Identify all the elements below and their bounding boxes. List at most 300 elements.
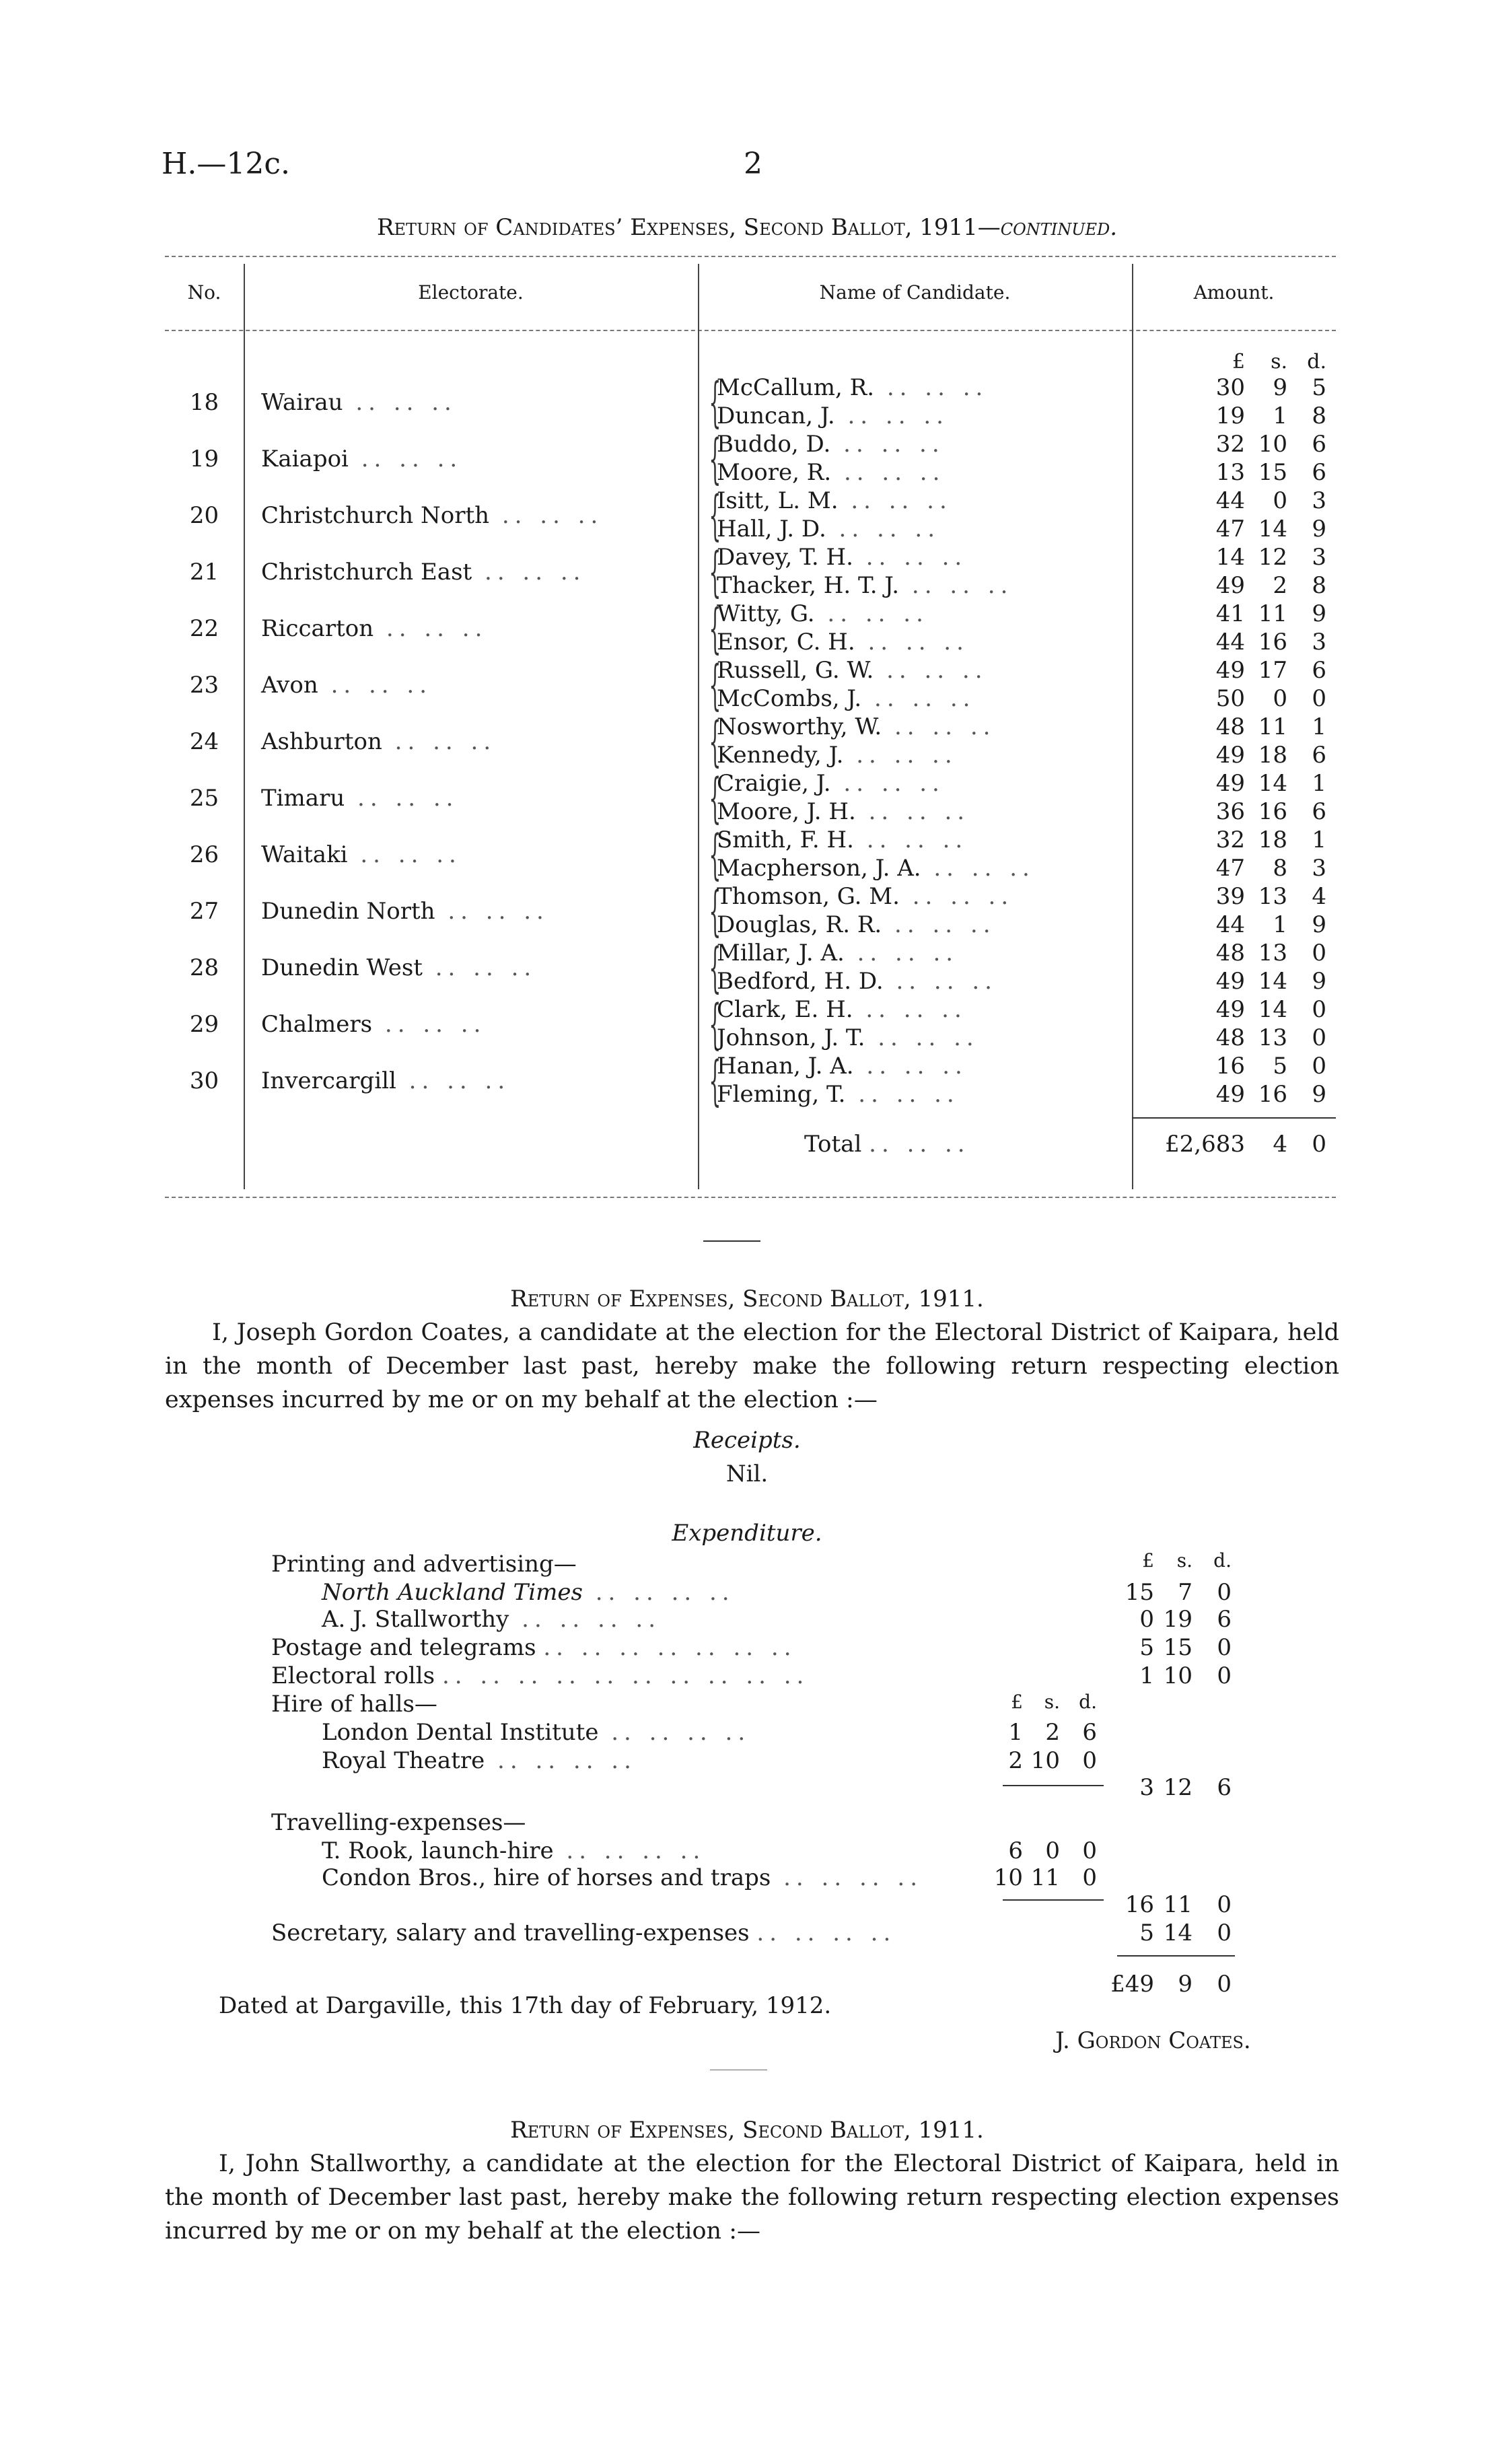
candidate-brace: { <box>709 710 721 773</box>
leader-dots: .. .. .. <box>814 600 929 627</box>
amount-shillings: 15 <box>1258 459 1287 486</box>
amount-shillings: 16 <box>1258 1081 1287 1108</box>
expense-shillings: 11 <box>1030 1864 1060 1891</box>
amount-pence: 0 <box>1312 1024 1326 1051</box>
candidate-name: Moore, R. <box>717 459 832 486</box>
candidate-name: Davey, T. H. <box>717 544 853 571</box>
return2-declaration: I, John Stallworthy, a candidate at the election for the Electoral District of Kaipara, held in the month of December last past, hereby make the following return respecting election expenses incurred by me or on my behalf at the election :— <box>165 2150 1339 2245</box>
receipts-value: Nil. <box>725 1460 769 1487</box>
expense-item <box>322 1579 735 1606</box>
column-divider-no <box>244 264 245 1189</box>
amount-shillings: 11 <box>1258 713 1287 740</box>
candidate-brace: { <box>709 880 721 942</box>
leader-dots: .. .. .. <box>882 911 996 938</box>
candidate-name: McCombs, J. <box>717 685 862 712</box>
leader-dots: .. .. .. <box>345 785 459 812</box>
amount-pounds: 32 <box>1215 826 1245 853</box>
candidate-name: Duncan, J. <box>717 402 835 429</box>
leader-dots: .. .. .. <box>830 431 945 458</box>
candidate-name: Johnson, J. T. <box>717 1024 865 1051</box>
leader-dots: .. .. .. <box>422 954 537 981</box>
leader-dots: .. .. .. <box>343 389 457 416</box>
amount-pounds: 49 <box>1215 572 1245 599</box>
leader-dots: .. .. .. <box>845 1081 960 1108</box>
postage-shillings: 15 <box>1163 1634 1193 1661</box>
travel-rule <box>1003 1899 1104 1901</box>
amount-pence: 1 <box>1312 770 1326 797</box>
electorate-name: Ashburton <box>261 728 382 755</box>
candidate-cell <box>717 968 997 995</box>
electorate-cell <box>261 502 603 529</box>
expense-pence: 0 <box>1082 1837 1097 1864</box>
expense-pounds: 10 <box>993 1864 1023 1891</box>
leader-dots: .. .. .. <box>844 940 959 966</box>
candidate-cell <box>717 629 969 656</box>
amount-shillings: 0 <box>1273 685 1287 712</box>
row-number: 26 <box>189 841 219 868</box>
leader-dots: .. .. .. <box>489 502 604 529</box>
amount-shillings: 17 <box>1258 657 1287 684</box>
expense-item-name: London Dental Institute <box>322 1719 599 1746</box>
expense-item <box>322 1837 705 1864</box>
electorate-cell <box>261 672 432 699</box>
halls-subtotal-shillings: 12 <box>1163 1774 1193 1801</box>
amount-pence: 8 <box>1312 572 1326 599</box>
amount-shillings: 8 <box>1273 855 1287 882</box>
row-number: 23 <box>189 672 219 699</box>
amount-shillings: 10 <box>1258 431 1287 458</box>
amount-pence: 6 <box>1312 742 1326 769</box>
candidate-brace: { <box>709 936 721 999</box>
table-title-continued: continued. <box>1000 214 1118 241</box>
candidate-name: Nosworthy, W. <box>717 713 882 740</box>
candidate-name: Witty, G. <box>717 600 815 627</box>
amount-pounds: 49 <box>1215 742 1245 769</box>
expense-pence: 0 <box>1217 1579 1232 1606</box>
candidate-brace: { <box>709 654 721 716</box>
exp-unit-pounds: £ <box>1142 1549 1154 1572</box>
amount-shillings: 14 <box>1258 516 1287 542</box>
grand-total-shillings: 9 <box>1178 1971 1193 1998</box>
amount-pence: 0 <box>1312 996 1326 1023</box>
amount-pence: 1 <box>1312 826 1326 853</box>
candidate-cell <box>717 600 929 627</box>
amount-pence: 0 <box>1312 1053 1326 1080</box>
rolls-pounds: 1 <box>1139 1662 1154 1689</box>
total-label: Total <box>804 1131 862 1158</box>
electorate-cell <box>261 841 462 868</box>
electorate-cell <box>261 898 549 925</box>
grand-total-pounds: £49 <box>1110 1971 1154 1998</box>
amount-shillings: 5 <box>1273 1053 1287 1080</box>
candidate-brace: { <box>709 597 721 660</box>
leader-dots: .. .. .. <box>874 374 989 401</box>
candidate-name: Craigie, J. <box>717 770 831 797</box>
expense-item-name: Royal Theatre <box>322 1747 485 1774</box>
candidate-brace: { <box>709 767 721 829</box>
unit-pounds: £ <box>1232 350 1245 374</box>
amount-pence: 9 <box>1312 516 1326 542</box>
table-top-rule <box>165 256 1336 257</box>
candidate-cell <box>717 657 988 684</box>
leader-dots: .. .. .. .. <box>598 1719 751 1746</box>
column-divider-candidate <box>1132 264 1133 1189</box>
leader-dots: .. .. .. <box>855 798 970 825</box>
halls-unit-pence: d. <box>1079 1691 1097 1713</box>
electorate-cell <box>261 785 459 812</box>
leader-dots: .. .. .. <box>861 685 976 712</box>
candidate-name: Thacker, H. T. J. <box>717 572 900 599</box>
leader-dots: .. .. .. .. <box>485 1747 637 1774</box>
amount-pounds: 48 <box>1215 940 1245 966</box>
amount-pence: 0 <box>1312 685 1326 712</box>
amount-pence: 8 <box>1312 402 1326 429</box>
secretary-pounds: 5 <box>1139 1920 1154 1946</box>
unit-shillings: s. <box>1271 350 1287 374</box>
electorate-cell <box>261 954 536 981</box>
amount-pounds: 41 <box>1215 600 1245 627</box>
candidate-brace: { <box>709 484 721 547</box>
secretary-pence: 0 <box>1217 1920 1232 1946</box>
amount-pence: 0 <box>1312 940 1326 966</box>
candidate-name: Thomson, G. M. <box>717 883 900 910</box>
row-number: 18 <box>189 389 219 416</box>
amount-pence: 1 <box>1312 713 1326 740</box>
amount-pounds: 44 <box>1215 629 1245 656</box>
amount-shillings: 18 <box>1258 742 1287 769</box>
amount-pence: 6 <box>1312 431 1326 458</box>
return1-title: Return of Expenses, Second Ballot, 1911. <box>510 1286 984 1312</box>
electorate-name: Waitaki <box>261 841 348 868</box>
amount-pence: 9 <box>1312 911 1326 938</box>
candidate-name: Ensor, C. H. <box>717 629 855 656</box>
halls-unit-pounds: £ <box>1011 1691 1023 1713</box>
amount-pounds: 36 <box>1215 798 1245 825</box>
electorate-name: Christchurch North <box>261 502 490 529</box>
leader-dots: .. .. .. <box>899 572 1013 599</box>
leader-dots: .. .. .. <box>899 883 1014 910</box>
expense-item <box>322 1606 661 1633</box>
travel-label: Travelling-expenses— <box>271 1809 526 1836</box>
amount-pence: 6 <box>1312 459 1326 486</box>
row-number: 24 <box>189 728 219 755</box>
candidate-cell <box>717 402 949 429</box>
candidate-cell <box>717 572 1013 599</box>
expense-pence: 0 <box>1082 1864 1097 1891</box>
electorate-name: Christchurch East <box>261 559 472 586</box>
expense-item-name: A. J. Stallworthy <box>322 1606 509 1633</box>
amount-pounds: 14 <box>1215 544 1245 571</box>
electorate-cell <box>261 559 585 586</box>
expense-item <box>322 1864 923 1891</box>
candidate-cell <box>717 911 996 938</box>
secretary-row: Secretary, salary and travelling-expenses .. .. .. .. <box>271 1920 896 1946</box>
return2-title: Return of Expenses, Second Ballot, 1911. <box>510 2117 984 2144</box>
amount-pence: 3 <box>1312 855 1326 882</box>
table-header-rule <box>165 330 1336 331</box>
column-divider-electorate <box>698 264 699 1189</box>
candidate-name: Hall, J. D. <box>717 516 826 542</box>
candidate-cell <box>717 798 970 825</box>
candidate-cell <box>717 487 952 514</box>
candidate-name: Millar, J. A. <box>717 940 845 966</box>
electorate-cell <box>261 1067 510 1094</box>
postage-pence: 0 <box>1217 1634 1232 1661</box>
unit-pence: d. <box>1307 350 1326 374</box>
candidate-cell <box>717 826 968 853</box>
leader-dots: .. .. .. <box>348 446 463 472</box>
halls-subtotal-pounds: 3 <box>1139 1774 1154 1801</box>
amount-pence: 9 <box>1312 1081 1326 1108</box>
row-number: 22 <box>189 615 219 642</box>
printing-label: Printing and advertising— <box>271 1551 577 1578</box>
page-number: 2 <box>744 147 762 181</box>
amount-shillings: 11 <box>1258 600 1287 627</box>
rolls-row: Electoral rolls .. .. .. .. .. .. .. .. .. .. <box>271 1662 810 1689</box>
candidate-cell <box>717 431 945 458</box>
amount-pence: 3 <box>1312 487 1326 514</box>
leader-dots: .. .. .. <box>834 402 949 429</box>
receipts-heading: Receipts. <box>693 1427 801 1454</box>
candidate-cell <box>717 374 988 401</box>
travel-subtotal-shillings: 11 <box>1163 1891 1193 1918</box>
amount-pounds: 44 <box>1215 911 1245 938</box>
amount-shillings: 13 <box>1258 940 1287 966</box>
amount-pence: 3 <box>1312 544 1326 571</box>
candidate-cell <box>717 713 995 740</box>
leader-dots: .. .. .. <box>382 728 497 755</box>
candidate-name: Smith, F. H. <box>717 826 854 853</box>
leader-dots: .. .. .. <box>838 487 952 514</box>
amount-shillings: 13 <box>1258 1024 1287 1051</box>
row-number: 27 <box>189 898 219 925</box>
amount-pence: 6 <box>1312 798 1326 825</box>
travel-subtotal-pence: 0 <box>1217 1891 1232 1918</box>
electorate-name: Invercargill <box>261 1067 396 1094</box>
total-label-cell: Total .. .. .. <box>804 1131 970 1158</box>
candidate-cell <box>717 544 967 571</box>
amount-pounds: 49 <box>1215 770 1245 797</box>
leader-dots: .. .. .. <box>853 826 968 853</box>
leader-dots: .. .. .. <box>374 615 488 642</box>
amount-pence: 3 <box>1312 629 1326 656</box>
electorate-name: Riccarton <box>261 615 374 642</box>
total-shillings: 4 <box>1273 1131 1287 1158</box>
electorate-cell <box>261 728 496 755</box>
candidate-cell <box>717 685 976 712</box>
electorate-name: Dunedin West <box>261 954 423 981</box>
amount-pounds: 44 <box>1215 487 1245 514</box>
amount-pounds: 13 <box>1215 459 1245 486</box>
total-pence: 0 <box>1312 1131 1326 1158</box>
expense-pounds: 6 <box>1008 1837 1023 1864</box>
expense-item-name: North Auckland Times <box>322 1579 583 1606</box>
expense-item <box>322 1747 637 1774</box>
candidate-cell <box>717 883 1013 910</box>
leader-dots: .. .. .. .. <box>509 1606 662 1633</box>
section-divider <box>703 1240 760 1242</box>
leader-dots: .. .. .. <box>347 841 462 868</box>
amount-shillings: 14 <box>1258 996 1287 1023</box>
expense-pence: 6 <box>1082 1719 1097 1746</box>
electorate-name: Dunedin North <box>261 898 435 925</box>
leader-dots: .. .. .. <box>855 629 969 656</box>
rolls-label: Electoral rolls <box>271 1662 435 1689</box>
exp-unit-pence: d. <box>1213 1549 1232 1572</box>
candidate-name: Macpherson, J. A. <box>717 855 921 882</box>
amount-pounds: 49 <box>1215 968 1245 995</box>
grand-total-pence: 0 <box>1217 1971 1232 1998</box>
electorate-name: Kaiapoi <box>261 446 349 472</box>
row-number: 29 <box>189 1011 219 1038</box>
amount-pence: 6 <box>1312 657 1326 684</box>
total-pounds: £2,683 <box>1165 1131 1245 1158</box>
dated-line: Dated at Dargaville, this 17th day of February, 1912. <box>219 1992 832 2019</box>
amount-shillings: 0 <box>1273 487 1287 514</box>
expense-shillings: 10 <box>1030 1747 1060 1774</box>
candidate-cell <box>717 855 1035 882</box>
secretary-label: Secretary, salary and travelling-expenses <box>271 1920 750 1946</box>
leader-dots: .. .. .. .. <box>553 1837 706 1864</box>
candidate-cell <box>717 1081 960 1108</box>
candidate-cell <box>717 996 967 1023</box>
halls-rule <box>1003 1785 1104 1786</box>
expense-item-name: T. Rook, launch-hire <box>322 1837 554 1864</box>
candidate-cell <box>717 516 940 542</box>
amount-shillings: 13 <box>1258 883 1287 910</box>
expense-shillings: 7 <box>1178 1579 1193 1606</box>
candidate-brace: { <box>709 993 721 1055</box>
leader-dots: .. .. .. <box>874 657 988 684</box>
amount-shillings: 18 <box>1258 826 1287 853</box>
expenditure-heading: Expenditure. <box>672 1520 822 1547</box>
amount-pounds: 50 <box>1215 685 1245 712</box>
leader-dots: .. .. .. <box>396 1067 511 1094</box>
row-number: 28 <box>189 954 219 981</box>
candidate-cell <box>717 459 945 486</box>
amount-pounds: 32 <box>1215 431 1245 458</box>
expense-item-name: Condon Bros., hire of horses and traps <box>322 1864 771 1891</box>
leader-dots: .. .. .. <box>843 742 958 769</box>
leader-dots: .. .. .. <box>435 898 549 925</box>
candidate-name: Moore, J. H. <box>717 798 856 825</box>
expense-pounds: 0 <box>1139 1606 1154 1633</box>
amount-pounds: 19 <box>1215 402 1245 429</box>
amount-pounds: 39 <box>1215 883 1245 910</box>
electorate-cell <box>261 615 487 642</box>
candidate-name: Buddo, D. <box>717 431 831 458</box>
candidate-name: Bedford, H. D. <box>717 968 884 995</box>
electorate-name: Timaru <box>261 785 345 812</box>
amount-pence: 5 <box>1312 374 1326 401</box>
leader-dots: .. .. .. .. <box>771 1864 923 1891</box>
candidate-name: Kennedy, J. <box>717 742 844 769</box>
leader-dots: .. .. .. .. <box>582 1579 735 1606</box>
total-rule <box>1132 1117 1336 1119</box>
expense-shillings: 2 <box>1045 1719 1060 1746</box>
table-title <box>0 214 1494 241</box>
rolls-pence: 0 <box>1217 1662 1232 1689</box>
electorate-name: Chalmers <box>261 1011 373 1038</box>
candidate-name: Douglas, R. R. <box>717 911 882 938</box>
electorate-name: Wairau <box>261 389 343 416</box>
expense-pounds: 1 <box>1008 1719 1023 1746</box>
column-header-electorate: Electorate. <box>418 281 524 304</box>
grand-total-rule <box>1117 1955 1235 1957</box>
amount-pounds: 30 <box>1215 374 1245 401</box>
amount-pounds: 49 <box>1215 657 1245 684</box>
secretary-shillings: 14 <box>1163 1920 1193 1946</box>
leader-dots: .. .. .. <box>831 459 946 486</box>
candidate-brace: { <box>709 823 721 886</box>
electorate-name: Avon <box>261 672 318 699</box>
candidate-name: Clark, E. H. <box>717 996 853 1023</box>
leader-dots: .. .. .. <box>921 855 1035 882</box>
expense-shillings: 0 <box>1045 1837 1060 1864</box>
table-title-main: Return of Candidates’ Expenses, Second Ballot, 1911— <box>376 214 1001 241</box>
amount-pounds: 47 <box>1215 516 1245 542</box>
amount-pence: 9 <box>1312 600 1326 627</box>
leader-dots: .. .. .. <box>472 559 586 586</box>
candidate-cell <box>717 742 958 769</box>
row-number: 25 <box>189 785 219 812</box>
electorate-cell <box>261 1011 486 1038</box>
column-header-candidate: Name of Candidate. <box>819 281 1011 304</box>
document-reference: H.—12c. <box>162 147 290 181</box>
leader-dots: .. .. .. <box>318 672 433 699</box>
halls-unit-shillings: s. <box>1044 1691 1060 1713</box>
postage-row: Postage and telegrams .. .. .. .. .. .. .. <box>271 1634 797 1661</box>
amount-pounds: 49 <box>1215 1081 1245 1108</box>
return1-declaration: I, Joseph Gordon Coates, a candidate at the election for the Electoral District of Kaipara, held in the month of December last past, hereby make the following return respecting election expenses incurred by me or on my behalf at the election :— <box>165 1319 1339 1413</box>
expense-pounds: 2 <box>1008 1747 1023 1774</box>
amount-pounds: 16 <box>1215 1053 1245 1080</box>
candidate-brace: { <box>709 427 721 490</box>
amount-shillings: 1 <box>1273 911 1287 938</box>
rolls-shillings: 10 <box>1163 1662 1193 1689</box>
amount-shillings: 1 <box>1273 402 1287 429</box>
candidate-cell <box>717 940 958 966</box>
amount-pounds: 48 <box>1215 1024 1245 1051</box>
leader-dots: .. .. .. <box>883 968 997 995</box>
candidate-cell <box>717 770 945 797</box>
expense-shillings: 19 <box>1163 1606 1193 1633</box>
expense-item <box>322 1719 750 1746</box>
amount-pence: 9 <box>1312 968 1326 995</box>
amount-shillings: 16 <box>1258 629 1287 656</box>
leader-dots: .. .. .. <box>830 770 945 797</box>
expense-pence: 0 <box>1082 1747 1097 1774</box>
amount-shillings: 12 <box>1258 544 1287 571</box>
leader-dots: .. .. .. <box>853 544 968 571</box>
candidate-cell <box>717 1053 968 1080</box>
expense-pence: 6 <box>1217 1606 1232 1633</box>
travel-subtotal-pounds: 16 <box>1125 1891 1154 1918</box>
candidate-name: McCallum, R. <box>717 374 875 401</box>
candidate-brace: { <box>709 1049 721 1112</box>
leader-dots: .. .. .. <box>853 1053 968 1080</box>
signature: J. Gordon Coates. <box>1055 2027 1251 2054</box>
leader-dots: .. .. .. <box>865 1024 979 1051</box>
amount-shillings: 14 <box>1258 968 1287 995</box>
candidate-brace: { <box>709 371 721 433</box>
postage-label: Postage and telegrams <box>271 1634 536 1661</box>
candidate-name: Fleming, T. <box>717 1081 846 1108</box>
amount-pounds: 49 <box>1215 996 1245 1023</box>
expense-pounds: 15 <box>1125 1579 1154 1606</box>
candidate-name: Russell, G. W. <box>717 657 874 684</box>
amount-shillings: 14 <box>1258 770 1287 797</box>
